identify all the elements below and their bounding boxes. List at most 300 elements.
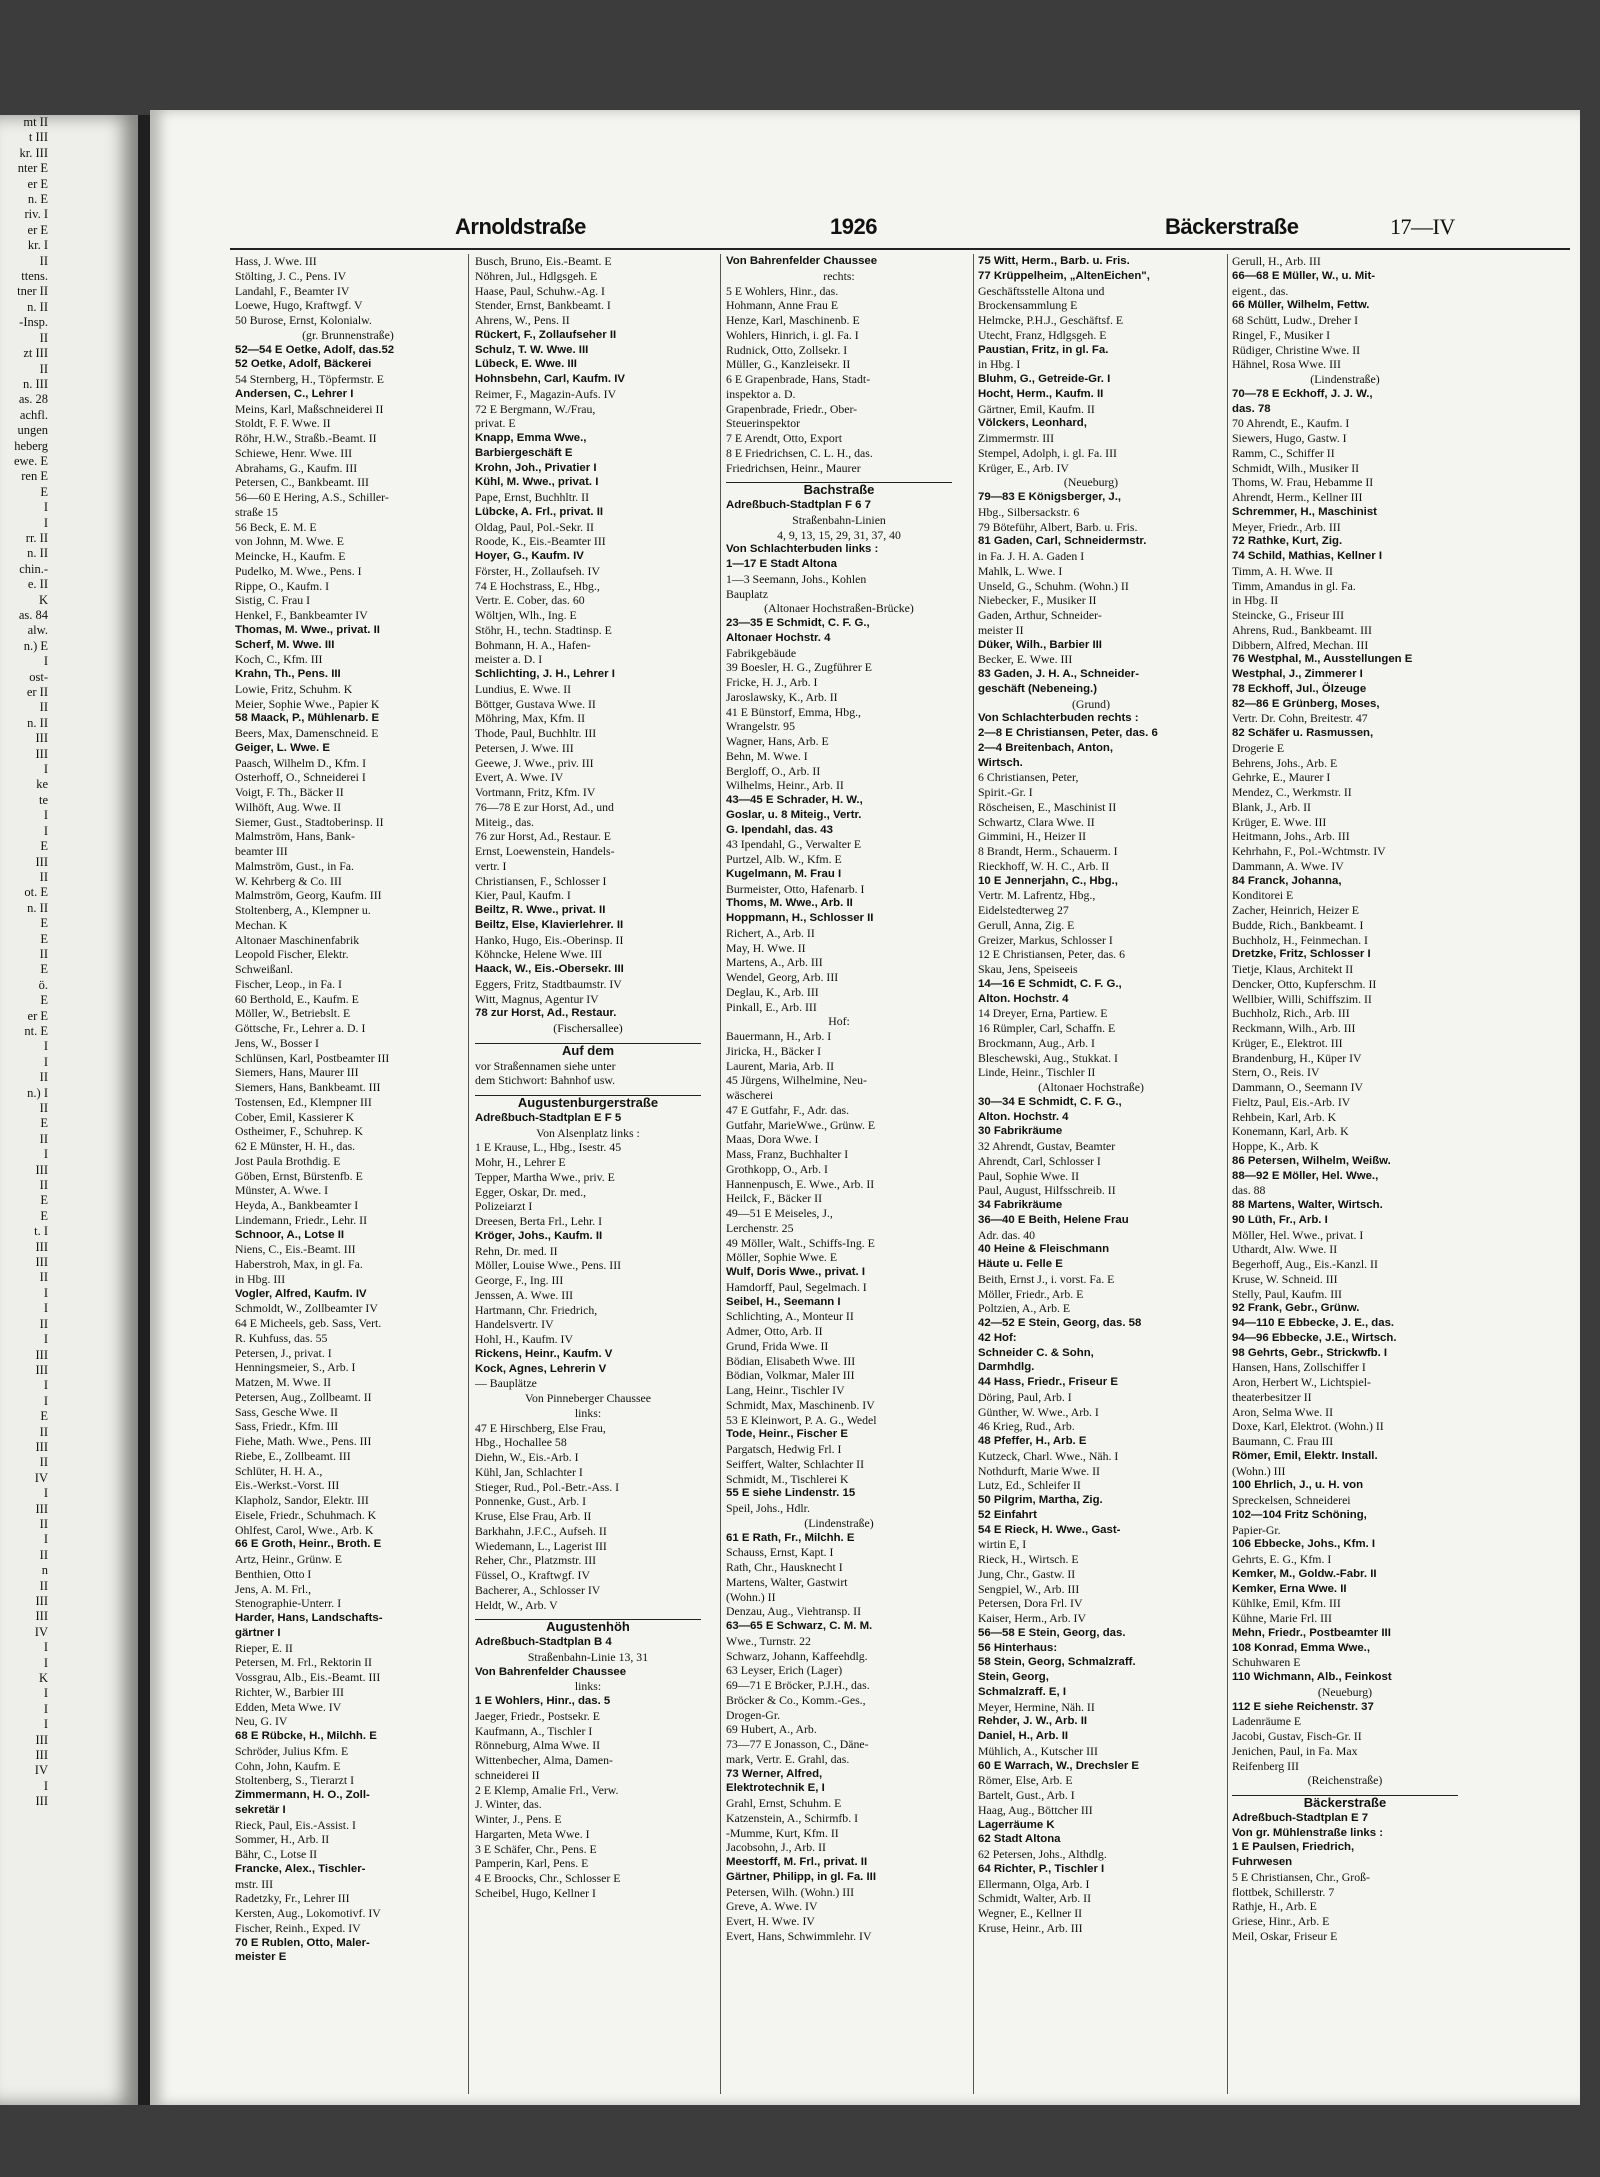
directory-entry: Ponnenke, Gust., Arb. I	[475, 1494, 587, 1509]
directory-entry: 94—110 E Ebbecke, J. E., das.	[1232, 1317, 1395, 1329]
directory-entry: 8 Brandt, Herm., Schauerm. I	[978, 844, 1118, 858]
directory-entry: Knapp, Emma Wwe.,	[475, 432, 587, 444]
directory-entry: 66—68 E Müller, W., u. Mit-	[1232, 269, 1376, 282]
directory-entry: 54 E Rieck, H. Wwe., Gast-	[978, 1523, 1121, 1536]
directory-entry: Zacher, Heinrich, Heizer E	[1232, 903, 1359, 917]
directory-entry: Lagerräume K	[978, 1818, 1055, 1831]
left-page-text: II	[39, 1516, 48, 1531]
directory-entry: (Reichenstraße)	[1307, 1773, 1383, 1788]
directory-entry: 46 Krieg, Rud., Arb.	[978, 1419, 1075, 1434]
directory-entry: Siemers, Hans, Maurer III	[235, 1065, 359, 1080]
directory-entry: 3 E Schäfer, Chr., Pens. E	[475, 1841, 597, 1856]
directory-entry: Jens, W., Bosser I	[235, 1035, 319, 1050]
directory-entry: 41 E Bünstorf, Emma, Hbg.,	[726, 704, 861, 719]
left-page-text: I	[43, 1393, 48, 1408]
directory-entry: 73 Werner, Alfred,	[726, 1767, 823, 1780]
directory-entry: Von Schlachterbuden links :	[726, 543, 879, 556]
directory-entry: Malmström, Gust., in Fa.	[235, 858, 354, 873]
directory-entry: Wilhöft, Aug. Wwe. II	[235, 799, 342, 814]
directory-entry: Meins, Karl, Maßschneiderei II	[235, 401, 384, 416]
directory-entry: Petersen, Dora Frl. IV	[978, 1596, 1083, 1611]
directory-entry: Paustian, Fritz, in gl. Fa.	[978, 343, 1109, 356]
directory-entry: Münster, A. Wwe. I	[235, 1183, 329, 1198]
directory-entry: Diehn, W., Eis.-Arb. I	[475, 1450, 579, 1464]
directory-entry: 55 E siehe Lindenstr. 15	[726, 1487, 856, 1500]
directory-entry: meister a. D. I	[475, 652, 543, 667]
left-page-text: I	[43, 1285, 48, 1300]
left-page-text: n.) I	[27, 1085, 48, 1100]
directory-entry: 100 Ehrlich, J., u. H. von	[1232, 1479, 1364, 1492]
directory-entry: Busch, Bruno, Eis.-Beamt. E	[475, 254, 612, 268]
directory-entry: Meyer, Friedr., Arb. III	[1232, 519, 1341, 534]
directory-entry: 50 Pilgrim, Martha, Zig.	[978, 1494, 1103, 1506]
street-heading: Augustenhöh	[546, 1620, 630, 1635]
directory-entry: 50 Burose, Ernst, Kolonialw.	[235, 313, 372, 327]
left-page-text: n. II	[27, 715, 48, 730]
directory-entry: Thoms, W. Frau, Hebamme II	[1232, 475, 1374, 490]
directory-entry: Alton. Hochstr. 4	[978, 992, 1069, 1005]
directory-entry: Petersen, M. Frl., Rektorin II	[235, 1655, 372, 1670]
directory-entry: 112 E siehe Reichenstr. 37	[1232, 1700, 1374, 1713]
directory-entry: Altonaer Maschinenfabrik	[235, 932, 360, 947]
directory-entry: Poltzien, A., Arb. E	[978, 1301, 1071, 1316]
directory-entry: Jung, Chr., Gastw. II	[978, 1566, 1076, 1581]
directory-entry: Lindemann, Friedr., Lehr. II	[235, 1212, 368, 1227]
directory-entry: Vertr. Dr. Cohn, Breitestr. 47	[1232, 711, 1368, 726]
directory-entry: 48 Pfeffer, H., Arb. E	[978, 1435, 1087, 1447]
directory-entry: Grahl, Ernst, Schuhm. E	[726, 1796, 842, 1810]
directory-entry: Alton. Hochstr. 4	[978, 1110, 1069, 1123]
directory-entry: Mechan. K	[235, 917, 288, 932]
directory-entry: W. Kehrberg & Co. III	[235, 873, 342, 888]
directory-page	[150, 110, 1580, 2105]
directory-entry: Rath, Chr., Hausknecht I	[726, 1560, 843, 1574]
directory-entry: Kersten, Aug., Lokomotivf. IV	[235, 1906, 381, 1920]
directory-entry: 63—65 E Schwarz, C. M. M.	[726, 1620, 873, 1632]
left-page-text: n. II	[27, 900, 48, 915]
directory-entry: Seiffert, Walter, Schlachter II	[726, 1456, 865, 1471]
directory-entry: Stein, Georg,	[978, 1671, 1049, 1683]
directory-entry: Doxe, Karl, Elektrot. (Wohn.) II	[1232, 1419, 1384, 1434]
directory-entry: 54 Sternberg, H., Töpfermstr. E	[235, 372, 384, 386]
directory-entry: Malmström, Georg, Kaufm. III	[235, 888, 382, 903]
left-page-text: ren E	[21, 469, 48, 484]
directory-entry: Wellbier, Willi, Schiffszim. II	[1232, 991, 1372, 1006]
directory-entry: Thode, Paul, Buchhltr. III	[475, 726, 597, 740]
directory-entry: 56—58 E Stein, Georg, das.	[978, 1626, 1126, 1639]
directory-entry: Haberstroh, Max, in gl. Fa.	[235, 1257, 363, 1271]
directory-entry: Wilhelms, Heinr., Arb. II	[726, 778, 844, 793]
directory-entry: Witt, Magnus, Agentur IV	[475, 991, 599, 1006]
left-page-text: as. 84	[18, 608, 48, 622]
directory-entry: Aron, Herbert W., Lichtspiel-	[1232, 1375, 1371, 1389]
left-page-text: II	[39, 1578, 48, 1593]
directory-entry: Roode, K., Eis.-Beamter III	[475, 534, 606, 549]
directory-entry: Siewers, Hugo, Gastw. I	[1232, 431, 1347, 445]
directory-entry: 92 Frank, Gebr., Grünw.	[1232, 1302, 1360, 1315]
directory-entry: Lutz, Ed., Schleifer II	[978, 1478, 1081, 1493]
directory-entry: Beiltz, Else, Klavierlehrer. II	[475, 918, 624, 931]
left-page-text: I	[43, 1301, 48, 1316]
directory-entry: Von Pinneberger Chaussee	[524, 1391, 652, 1405]
left-page-text: ot. E	[24, 885, 48, 900]
directory-entry: Maas, Dora Wwe. I	[726, 1132, 819, 1147]
directory-entry: Sommer, H., Arb. II	[235, 1832, 330, 1847]
directory-entry: Rickens, Heinr., Kaufm. V	[475, 1347, 613, 1360]
directory-entry: Gerull, Anna, Zig. E	[978, 917, 1075, 932]
directory-entry: Hbg., Silbersackstr. 6	[978, 504, 1080, 519]
directory-entry: in Hbg. II	[1232, 593, 1279, 608]
directory-entry: Petersen, Wilh. (Wohn.) III	[726, 1884, 855, 1899]
directory-entry: Sass, Gesche Wwe. II	[235, 1404, 338, 1419]
left-page-text: IV	[34, 1624, 48, 1639]
directory-entry: Göben, Ernst, Bürstenfb. E	[235, 1168, 363, 1183]
directory-entry: Gärtner, Emil, Kaufm. II	[978, 401, 1095, 416]
directory-entry: Rippe, O., Kaufm. I	[235, 578, 330, 593]
left-page-text: IV	[34, 1763, 48, 1778]
section-rule	[475, 1612, 701, 1620]
directory-entry: 43—45 E Schrader, H. W.,	[726, 794, 863, 806]
directory-entry: Kühne, Marie Frl. III	[1232, 1611, 1332, 1625]
directory-entry: Mohr, H., Lehrer E	[475, 1155, 566, 1169]
left-page-text: I	[43, 1686, 48, 1701]
left-page-text: e. II	[27, 577, 48, 592]
directory-entry: Krüger, E., Arb. IV	[978, 460, 1069, 475]
directory-entry: — Bauplätze	[475, 1376, 537, 1391]
directory-entry: Handelsvertr. IV	[475, 1317, 554, 1332]
directory-entry: Tietje, Klaus, Architekt II	[1232, 962, 1354, 976]
directory-entry: Hanko, Hugo, Eis.-Oberinsp. II	[475, 932, 624, 947]
left-page-text: II	[39, 946, 48, 961]
directory-entry: Haase, Paul, Schuhw.-Ag. I	[475, 283, 605, 298]
column-divider	[1227, 254, 1228, 2094]
left-page-text: II	[39, 330, 48, 345]
directory-entry: Von Schlachterbuden rechts :	[978, 712, 1139, 725]
directory-entry: Pargatsch, Hedwig Frl. I	[726, 1442, 842, 1456]
directory-entry: 1 E Wohlers, Hinr., das. 5	[475, 1695, 611, 1707]
directory-entry: 42 Hof:	[978, 1331, 1017, 1344]
directory-entry: straße 15	[235, 504, 278, 519]
left-page-text: K	[38, 592, 48, 607]
directory-entry: Paul, August, Hilfsschreib. II	[978, 1183, 1116, 1198]
header-left-street: Arnoldstraße	[455, 214, 586, 239]
directory-entry: -Mumme, Kurt, Kfm. II	[726, 1825, 839, 1840]
header-year: 1926	[830, 214, 877, 239]
directory-entry: 1 E Krause, L., Hbg., Isestr. 45	[475, 1140, 622, 1155]
left-page-text: I	[43, 654, 48, 669]
directory-entry: 1—3 Seemann, Johs., Kohlen	[726, 571, 867, 586]
directory-entry: Kier, Paul, Kaufm. I	[475, 888, 571, 903]
directory-entry: Kemker, Erna Wwe. II	[1232, 1582, 1347, 1595]
directory-entry: 88 Martens, Walter, Wirtsch.	[1232, 1199, 1383, 1211]
directory-entry: Koch, C., Kfm. III	[235, 652, 323, 667]
directory-entry: Jacobsohn, J., Arb. II	[726, 1840, 826, 1855]
directory-entry: Kruse, Else Frau, Arb. II	[475, 1509, 592, 1523]
directory-entry: Westphal, J., Zimmerer I	[1232, 668, 1363, 680]
directory-entry: 69 Hubert, A., Arb.	[726, 1722, 817, 1737]
left-page-text: III	[35, 1748, 48, 1763]
directory-entry: Schmalzraff. E, I	[978, 1685, 1066, 1698]
directory-entry: Schremmer, H., Maschinist	[1232, 505, 1377, 518]
directory-entry: Wohlers, Hinrich, i. gl. Fa. I	[726, 327, 859, 342]
directory-entry: Paasch, Wilhelm D., Kfm. I	[235, 755, 367, 770]
directory-entry: 52 Einfahrt	[978, 1508, 1037, 1521]
directory-entry: 72 Rathke, Kurt, Zig.	[1232, 535, 1343, 548]
directory-entry: Dammann, A. Wwe. IV	[1232, 858, 1344, 873]
directory-entry: Bödian, Elisabeth Wwe. III	[726, 1353, 856, 1368]
left-page-text: n. III	[23, 376, 48, 391]
directory-entry: in Hbg. III	[235, 1271, 286, 1286]
directory-entry: Heitmann, Johs., Arb. III	[1232, 829, 1350, 844]
column-divider	[720, 254, 721, 2094]
left-page-text: III	[35, 854, 48, 869]
directory-entry: Fabrikgebäude	[726, 645, 797, 660]
directory-entry: Osterhoff, O., Schneiderei I	[235, 770, 366, 785]
directory-entry: Schmidt, Wilh., Musiker II	[1232, 460, 1360, 475]
directory-entry: wirtin E, I	[978, 1537, 1027, 1552]
directory-entry: sekretär I	[235, 1803, 286, 1816]
directory-entry: links:	[574, 1405, 602, 1420]
header-page-number: 17—IV	[1390, 214, 1455, 239]
left-page-text: E	[40, 993, 48, 1008]
directory-entry: Papier-Gr.	[1232, 1522, 1281, 1537]
directory-entry: Adreßbuch-Stadtplan F 6 7	[726, 499, 871, 511]
directory-entry: Rönneburg, Alma Wwe. II	[475, 1738, 601, 1753]
directory-entry: (Neueburg)	[1317, 1684, 1373, 1699]
directory-entry: Reckmann, Wilh., Arb. III	[1232, 1021, 1356, 1035]
directory-entry: Rüdiger, Christine Wwe. II	[1232, 342, 1361, 357]
column-divider	[973, 254, 974, 2094]
directory-entry: (Neueburg)	[1063, 475, 1119, 490]
directory-entry: Jost Paula Brothdig. E	[235, 1153, 341, 1168]
directory-entry: Zimmermann, H. O., Zoll-	[235, 1789, 370, 1801]
left-page-text: II	[39, 1070, 48, 1085]
left-page-text: n	[41, 1563, 48, 1578]
directory-entry: Admer, Otto, Arb. II	[726, 1324, 823, 1338]
directory-entry: 42—52 E Stein, Georg, das. 58	[978, 1317, 1142, 1329]
directory-entry: (Wohn.) III	[1232, 1463, 1286, 1478]
directory-entry: Haack, W., Eis.-Obersekr. III	[475, 963, 624, 975]
directory-entry: Hamdorff, Paul, Segelmach. I	[726, 1279, 867, 1294]
directory-entry: Rathje, H., Arb. E	[1232, 1899, 1317, 1914]
left-page-text: II	[39, 1316, 48, 1331]
directory-entry: 76 Westphal, M., Ausstellungen E	[1232, 653, 1413, 666]
directory-entry: Kruse, W. Schneid. III	[1232, 1271, 1338, 1286]
directory-entry: 36—40 E Beith, Helene Frau	[978, 1213, 1129, 1226]
left-page-text: III	[35, 1239, 48, 1254]
directory-entry: Drogerie E	[1232, 740, 1285, 755]
directory-entry: Egger, Oskar, Dr. med.,	[475, 1184, 587, 1199]
directory-entry: geschäft (Nebeneing.)	[978, 682, 1097, 695]
directory-entry: Hbg., Hochallee 58	[475, 1435, 567, 1450]
directory-entry: Mendez, C., Werkmstr. II	[1232, 785, 1352, 799]
left-page-text: E	[40, 484, 48, 499]
directory-entry: G. Ipendahl, das. 43	[726, 823, 833, 836]
directory-entry: 47 E Hirschberg, Else Frau,	[475, 1420, 606, 1435]
directory-entry: Becker, E. Wwe. III	[978, 652, 1073, 667]
directory-entry: wäscherei	[726, 1088, 774, 1102]
left-page-text: ungen	[17, 423, 48, 438]
directory-entry: links:	[574, 1679, 602, 1694]
directory-entry: Kruse, Heinr., Arb. III	[978, 1920, 1083, 1935]
left-page-text: nter E	[17, 161, 48, 176]
directory-entry: 82—86 E Grünberg, Moses,	[1232, 697, 1380, 710]
directory-entry: eigent., das.	[1232, 283, 1289, 298]
directory-entry: Spreckelsen, Schneiderei	[1232, 1493, 1351, 1507]
directory-entry: 108 Konrad, Emma Wwe.,	[1232, 1641, 1370, 1654]
left-page-text: III	[35, 1255, 48, 1270]
left-page-text: I	[43, 1039, 48, 1054]
directory-entry: 61 E Rath, Fr., Milchh. E	[726, 1531, 855, 1544]
directory-entry: 56 Hinterhaus:	[978, 1641, 1058, 1654]
directory-entry: 64 E Micheels, geb. Sass, Vert.	[235, 1316, 382, 1330]
directory-entry: 32 Ahrendt, Gustav, Beamter	[978, 1139, 1116, 1153]
directory-entry: Lübcke, A. Frl., privat. II	[475, 505, 604, 518]
left-page-text: ke	[36, 777, 48, 792]
directory-entry: Artz, Heinr., Grünw. E	[235, 1552, 343, 1566]
left-page-text: tner II	[17, 284, 48, 299]
directory-entry: gärtner I	[235, 1626, 281, 1639]
directory-entry: Martens, A., Arb. III	[726, 955, 823, 970]
directory-entry: Kehrhahn, F., Pol.-Wchtmstr. IV	[1232, 844, 1386, 858]
directory-entry: Timm, Amandus in gl. Fa.	[1232, 578, 1356, 593]
directory-entry: Bacherer, A., Schlosser IV	[475, 1582, 601, 1597]
directory-entry: Petersen, C., Bankbeamt. III	[235, 475, 369, 490]
left-page-text: I	[43, 823, 48, 838]
directory-entry: 14 Dreyer, Erna, Partiew. E	[978, 1006, 1108, 1021]
directory-entry: Meier, Sophie Wwe., Papier K	[235, 696, 380, 711]
directory-entry: Lerchenstr. 25	[726, 1220, 794, 1235]
directory-entry: Schneider C. & Sohn,	[978, 1346, 1094, 1359]
directory-entry: 70—78 E Eckhoff, J. J. W.,	[1232, 387, 1373, 400]
directory-entry: Grothkopp, O., Arb. I	[726, 1161, 828, 1176]
directory-entry: Rudnick, Otto, Zollsekr. I	[726, 342, 848, 357]
directory-entry: 56—60 E Hering, A.S., Schiller-	[235, 490, 389, 504]
directory-entry: Röhr, H.W., Straßb.-Beamt. II	[235, 431, 377, 445]
directory-entry: 81 Gaden, Carl, Schneidermstr.	[978, 535, 1147, 548]
directory-entry: 86 Petersen, Wilhelm, Weißw.	[1232, 1154, 1391, 1167]
directory-entry: Förster, H., Zollaufseh. IV	[475, 563, 601, 578]
directory-entry: Stenographie-Unterr. I	[235, 1596, 342, 1611]
directory-entry: 52 Oetke, Adolf, Bäckerei	[235, 358, 372, 371]
directory-entry: Vertr. E. Cober, das. 60	[475, 593, 585, 608]
directory-entry: Krüger, E. Wwe. III	[1232, 814, 1327, 829]
directory-entry: 30—34 E Schmidt, C. F. G.,	[978, 1095, 1122, 1108]
directory-entry: 39 Boesler, H. G., Zugführer E	[726, 660, 872, 675]
directory-entry: (gr. Brunnenstraße)	[302, 327, 394, 342]
street-heading: Bachstraße	[803, 483, 875, 498]
directory-entry: Römer, Else, Arb. E	[978, 1773, 1073, 1788]
directory-entry: Straßenbahn-Linien	[792, 512, 886, 527]
directory-entry: Drogen-Gr.	[726, 1707, 781, 1722]
directory-entry: 68 Schütt, Ludw., Dreher I	[1232, 313, 1359, 327]
directory-entry: Mass, Franz, Buchhalter I	[726, 1147, 849, 1161]
directory-entry: Fiehe, Math. Wwe., Pens. III	[235, 1434, 372, 1448]
directory-entry: Dibbern, Alfred, Mechan. III	[1232, 637, 1369, 652]
directory-entry: meister II	[978, 622, 1024, 637]
left-page-text: n. II	[27, 299, 48, 314]
directory-entry: Jens, A. M. Frl.,	[235, 1581, 312, 1596]
directory-entry: Mahlk, L. Wwe. I	[978, 563, 1063, 578]
directory-entry: Adreßbuch-Stadtplan E F 5	[475, 1111, 622, 1124]
directory-entry: Dencker, Otto, Kupferschm. II	[1232, 976, 1377, 991]
directory-entry: Steincke, G., Friseur III	[1232, 608, 1345, 622]
directory-entry: beamter III	[235, 844, 288, 858]
directory-entry: Bluhm, G., Getreide-Gr. I	[978, 373, 1111, 385]
directory-entry: Ladenräume E	[1232, 1714, 1302, 1729]
directory-entry: Schuhwaren E	[1232, 1655, 1301, 1670]
directory-entry: Jenssen, A. Wwe. III	[475, 1287, 574, 1302]
left-page-text: rr. II	[25, 530, 48, 545]
directory-entry: Neu, G. IV	[235, 1714, 288, 1729]
left-page-text: I	[43, 1701, 48, 1716]
directory-entry: Bauermann, H., Arb. I	[726, 1029, 832, 1043]
left-page-text: II	[39, 1455, 48, 1470]
directory-entry: Hartmann, Chr. Friedrich,	[475, 1302, 598, 1317]
directory-entry: Purtzel, Alb. W., Kfm. E	[726, 852, 842, 866]
directory-entry: 74 E Hochstrass, E., Hbg.,	[475, 578, 600, 593]
directory-entry: Schmoldt, W., Zollbeamter IV	[235, 1301, 378, 1316]
directory-entry: Schröder, Julius Kfm. E	[235, 1743, 349, 1758]
left-page-text: mt II	[23, 115, 48, 129]
left-page-text: III	[35, 1501, 48, 1516]
directory-entry: 4 E Broocks, Chr., Schlosser E	[475, 1871, 621, 1885]
directory-entry: Krahn, Th., Pens. III	[235, 668, 341, 680]
directory-entry: mstr. III	[235, 1876, 274, 1891]
directory-entry: Sistig, C. Frau I	[235, 593, 311, 608]
directory-entry: Siemer, Gust., Stadtoberinsp. II	[235, 814, 384, 829]
directory-entry: Buchholz, Rich., Arb. III	[1232, 1006, 1350, 1021]
directory-entry: Böttger, Gustava Wwe. II	[475, 696, 596, 711]
directory-entry: Evert, A. Wwe. IV	[475, 770, 564, 785]
directory-entry: 68 E Rübcke, H., Milchh. E	[235, 1730, 377, 1742]
directory-entry: Blank, J., Arb. II	[1232, 799, 1311, 814]
left-page-text: I	[43, 1717, 48, 1732]
directory-entry: Adreßbuch-Stadtplan B 4	[475, 1636, 612, 1648]
directory-entry: Brandenburg, H., Küper IV	[1232, 1050, 1362, 1065]
left-page-text: E	[40, 916, 48, 931]
left-page-text: III	[35, 1347, 48, 1362]
directory-entry: 1—17 E Stadt Altona	[726, 558, 837, 570]
directory-entry: Jaroslawsky, K., Arb. II	[726, 689, 838, 704]
directory-entry: Gutfahr, MarieWwe., Grünw. E	[726, 1117, 876, 1132]
left-page-text: I	[43, 515, 48, 530]
book-gutter	[138, 115, 150, 2105]
directory-entry: Hannenpusch, E. Wwe., Arb. II	[726, 1176, 875, 1191]
left-page-text: E	[40, 1193, 48, 1208]
directory-entry: Reimer, F., Magazin-Aufs. IV	[475, 386, 617, 401]
directory-entry: Göttsche, Fr., Lehrer a. D. I	[235, 1021, 366, 1035]
directory-entry: Barbiergeschäft E	[475, 446, 573, 459]
directory-entry: Eggers, Fritz, Stadtbaumstr. IV	[475, 976, 622, 991]
directory-entry: Hass, J. Wwe. III	[235, 254, 317, 268]
directory-entry: Hoyer, G., Kaufm. IV	[475, 550, 584, 562]
directory-entry: Eisele, Friedr., Schuhmach. K	[235, 1507, 377, 1522]
directory-entry: Bröcker & Co., Komm.-Ges.,	[726, 1692, 866, 1707]
directory-entry: Stern, O., Reis. IV	[1232, 1065, 1320, 1080]
directory-entry: Wrangelstr. 95	[726, 719, 795, 734]
left-page-text: ewe. E	[13, 453, 48, 468]
left-page-text: II	[39, 700, 48, 715]
directory-entry: Rückert, F., Zollaufseher II	[475, 328, 617, 341]
directory-entry: Lang, Heinr., Tischler IV	[726, 1383, 845, 1397]
left-page-text: kr. I	[27, 238, 48, 253]
directory-entry: Rieck, Paul, Eis.-Assist. I	[235, 1817, 356, 1832]
directory-entry: Möller, Louise Wwe., Pens. III	[475, 1258, 622, 1273]
directory-entry: Pinkall, E., Arb. III	[726, 999, 817, 1014]
directory-entry: Von gr. Mühlenstraße links :	[1232, 1826, 1384, 1839]
left-page-text: II	[39, 1270, 48, 1285]
